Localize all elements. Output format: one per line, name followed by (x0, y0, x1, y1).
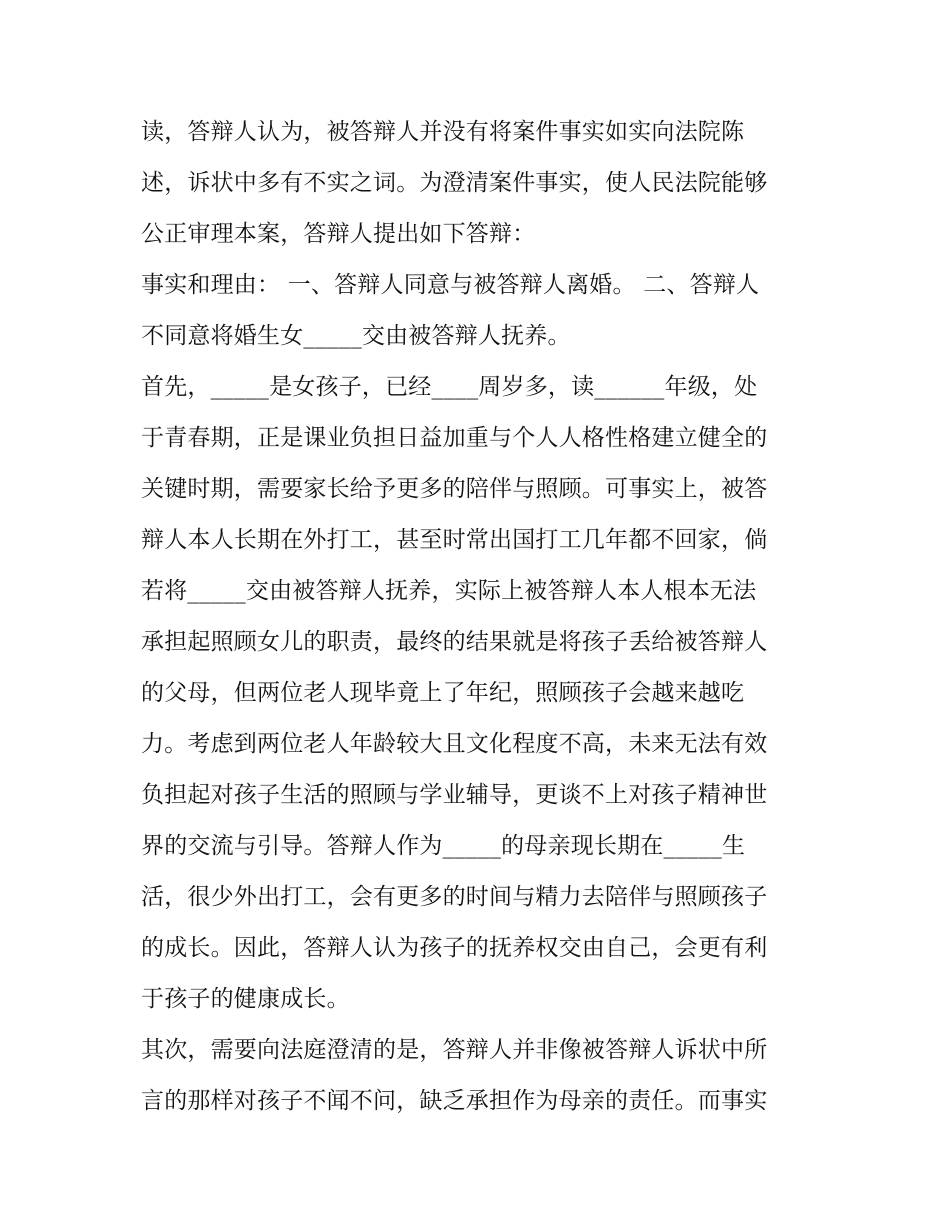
text-line: 的父母，但两位老人现毕竟上了年纪，照顾孩子会越来越吃 (141, 680, 745, 706)
text-line: 负担起对孩子生活的照顾与学业辅导，更谈不上对孩子精神世 (141, 782, 768, 808)
text-line: 言的那样对孩子不闻不问，缺乏承担作为母亲的责任。而事实 (141, 1088, 768, 1114)
text-line: 事实和理由： 一、答辩人同意与被答辩人离婚。 二、答辩人 (141, 272, 760, 298)
text-line: 关键时期，需要家长给予更多的陪伴与照顾。可事实上，被答 (141, 476, 768, 502)
text-line: 承担起照顾女儿的职责，最终的结果就是将孩子丢给被答辩人 (141, 629, 768, 655)
text-line: 界的交流与引导。答辩人作为_____的母亲现长期在_____生 (141, 833, 746, 859)
text-line: 其次，需要向法庭澄清的是，答辩人并非像被答辩人诉状中所 (141, 1037, 768, 1063)
text-line: 力。考虑到两位老人年龄较大且文化程度不高，未来无法有效 (141, 731, 768, 757)
text-line: 不同意将婚生女_____交由被答辩人抚养。 (141, 323, 571, 349)
text-line: 活，很少外出打工，会有更多的时间与精力去陪伴与照顾孩子 (141, 884, 768, 910)
text-line: 于孩子的健康成长。 (141, 986, 350, 1012)
text-line: 读，答辩人认为，被答辩人并没有将案件事实如实向法院陈 (141, 119, 745, 145)
text-line: 述，诉状中多有不实之词。为澄清案件事实，使人民法院能够 (141, 170, 768, 196)
text-line: 若将_____交由被答辩人抚养，实际上被答辩人本人根本无法 (141, 578, 757, 604)
text-line: 于青春期，正是课业负担日益加重与个人人格性格建立健全的 (141, 425, 768, 451)
text-line: 公正审理本案，答辩人提出如下答辩： (141, 221, 536, 247)
text-line: 的成长。因此，答辩人认为孩子的抚养权交由自己，会更有利 (141, 935, 768, 961)
text-line: 首先，_____是女孩子，已经____周岁多，读______年级，处 (141, 374, 758, 400)
text-line: 辩人本人长期在外打工，甚至时常出国打工几年都不回家，倘 (141, 527, 768, 553)
document-body (141, 107, 841, 1127)
